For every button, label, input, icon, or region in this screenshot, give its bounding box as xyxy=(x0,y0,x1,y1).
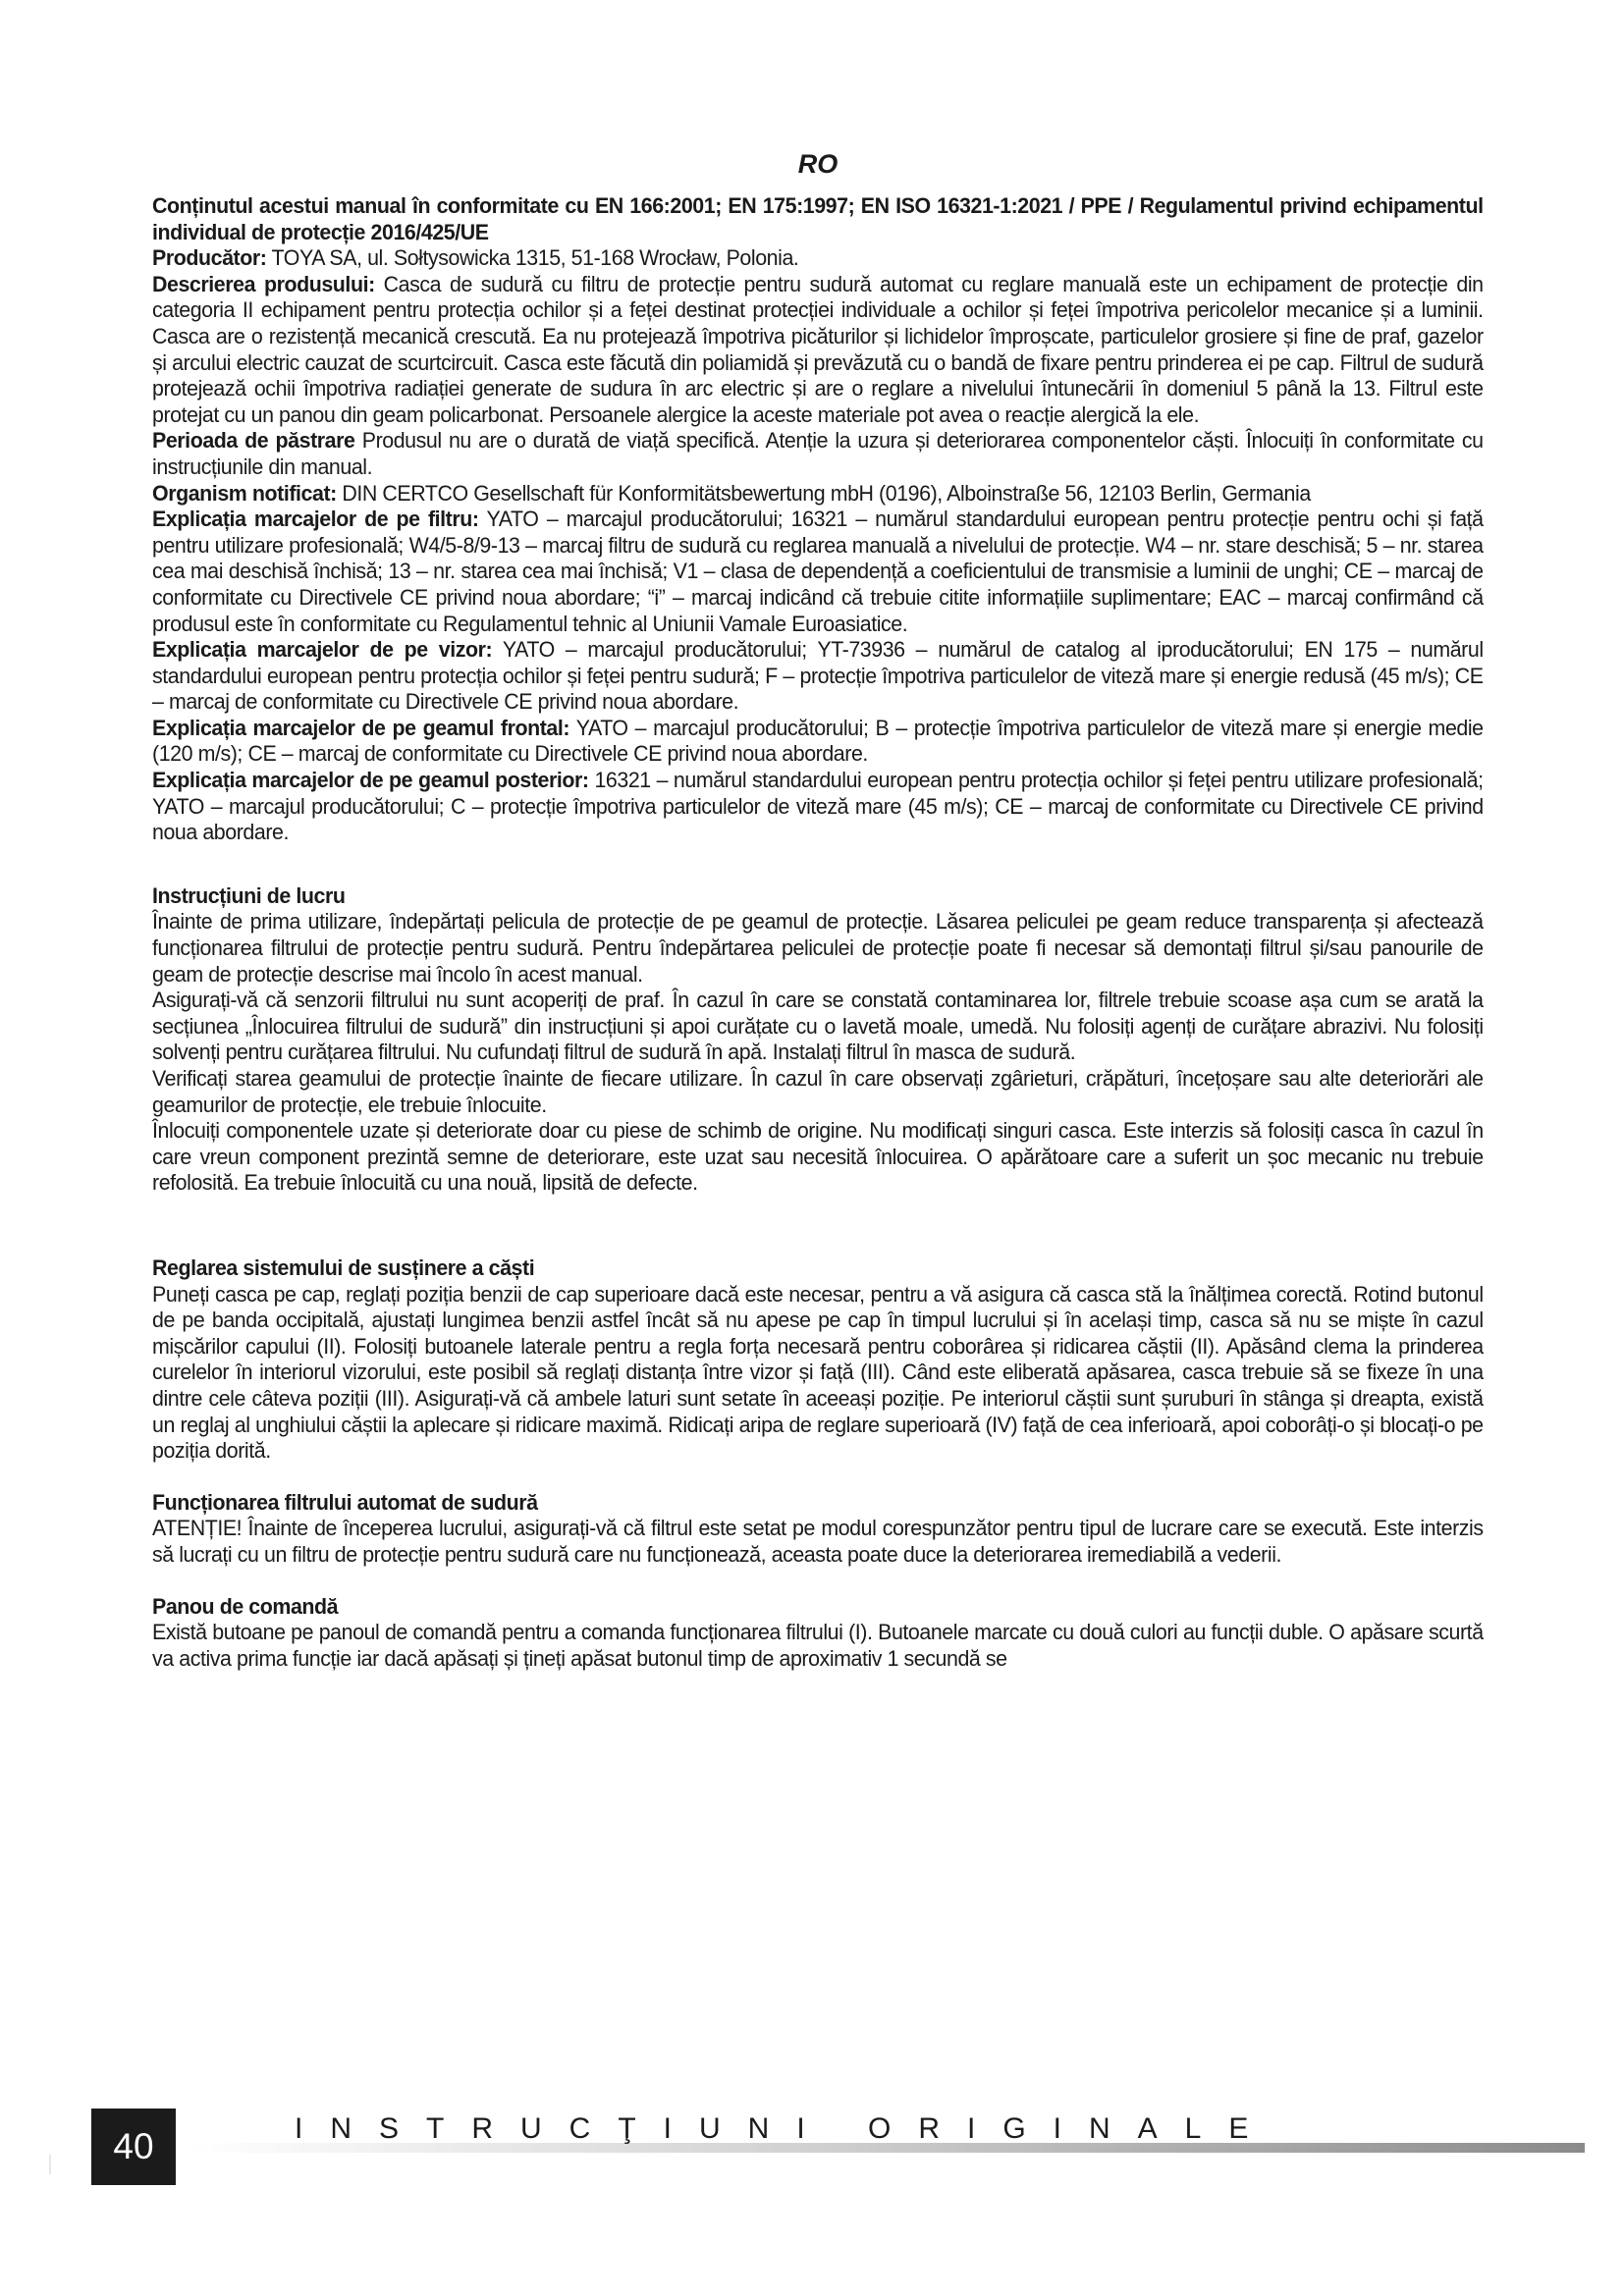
front-glass-markings-text: YATO – marcajul producătorului; B – protecție împotriva particulelor de viteză mare și energie medie (120 m/s); CE – marcaj de conformitate cu Directivele CE privind noua abordare. xyxy=(152,715,1484,767)
work-instructions-heading: Instrucțiuni de lucru xyxy=(152,882,346,908)
notified-body-text: DIN CERTCO Gesellschaft für Konformitätsbewertung mbH (0196), Alboinstraße 56, 12103 Berlin, Germania xyxy=(336,480,1311,506)
filter-markings-label: Explicația marcajelor de pe filtru: xyxy=(152,507,479,532)
work-instructions-p4: Înlocuiți componentele uzate și deteriorate doar cu piese de schimb de origine. Nu modificați singuri casca. Este interzis să folosiți casca în cazul în care vreun component prezintă semne de deteriorare, este uzat sau necesită înlocuirea. O apărătoare care a suferit un șoc mecanic nu trebuie refolosită. Ea trebuie înlocuită cu una nouă, lipsită de defecte. xyxy=(152,1118,1484,1196)
manual-text xyxy=(152,193,1484,1672)
notified-body-label: Organism notificat: xyxy=(152,480,337,506)
producer-label: Producător: xyxy=(152,245,267,271)
work-instructions-p1: Înainte de prima utilizare, îndepărtați pelicula de protecție de pe geamul de protecție. Lăsarea peliculei pe geam reduce transparența și afectează funcționarea filtrului de protecție pentru sudură. Pentru îndepărtarea peliculei de protecție poate fi necesar să demontați filtrul și/sau panourile de geam de protecție descrise mai încolo în acest manual. xyxy=(152,909,1484,987)
visor-markings-text: YATO – marcajul producătorului; YT-73936 – numărul de catalog al iproducătorului; EN 175 – numărul standardului european pentru protecția ochilor și feței pentru sudură; F – protecție împotriva particulelor de viteză mare și energie redusă (45 m/s); CE – marcaj de conformitate cu Directivele CE privind noua abordare. xyxy=(152,637,1484,715)
support-adjustment-heading: Reglarea sistemului de susținere a căști xyxy=(152,1255,535,1280)
storage-label: Perioada de păstrare xyxy=(152,428,355,454)
page-content xyxy=(152,137,1484,1672)
notified-body-paragraph xyxy=(152,481,1484,507)
work-instructions-p2: Asigurați-vă că senzorii filtrului nu sunt acoperiți de praf. În cazul în care se constată contaminarea lor, filtrele trebuie scoase așa cum se arată la secțiunea „Înlocuirea filtrului de sudură” din instrucțiuni și apoi curățate cu o lavetă moale, umedă. Nu folosiți agenți de curățare abrazivi. Nu folosiți solvenți pentru curățarea filtrului. Nu cufundați filtrul de sudură în apă. Instalați filtrul în masca de sudură. xyxy=(152,988,1484,1065)
visor-markings-paragraph xyxy=(152,637,1484,716)
auto-filter-heading: Funcționarea filtrului automat de sudură xyxy=(152,1489,538,1515)
support-adjustment-p1: Puneți casca pe cap, reglați poziția benzii de cap superioare dacă este necesar, pentru a vă asigura că casca stă la înălțimea corectă. Rotind butonul de pe banda occipitală, ajustați lungimea benzii astfel încât să nu apese pe cap în timpul lucrului și în același timp, casca să nu se miște în cazul mișcărilor capului (II). Folosiți butoanele laterale pentru a regla forța necesară pentru coborârea și ridicarea căștii (II). Apăsând clema la prinderea curelelor în interiorul vizorului, este posibil să reglați distanța între vizor și față (III). Când este eliberată apăsarea, casca trebuie să se fixeze în una dintre cele câteva poziții (III). Asigurați-vă că ambele laturi sunt setate în aceeași poziție. Pe interiorul căștii sunt șuruburi în stânga și dreapta, există un reglaj al unghiului căștii la aplecare și ridicare maximă. Ridicați aripa de reglare superioară (IV) față de cea inferioară, apoi coborâți-o și blocați-o pe poziția dorită. xyxy=(152,1281,1484,1464)
control-panel-p1: Există butoane pe panoul de comandă pentru a comanda funcționarea filtrului (I). Butoanele marcate cu două culori au funcții duble. O apăsare scurtă va activa prima funcție iar dacă apăsați și țineți apăsat butonul timp de aproximativ 1 secundă se xyxy=(152,1620,1484,1671)
front-glass-markings-paragraph xyxy=(152,716,1484,768)
producer-paragraph xyxy=(152,245,1484,272)
description-text: Casca de sudură cu filtru de protecție pentru sudură automat cu reglare manuală este un echipament de protecție din categoria II echipament pentru protecția ochilor și a feței destinat protecției individuale a ochilor și feței împotriva pericolelor mecanice și a luminii. Casca are o rezistență mecanică crescută. Ea nu protejează împotriva picăturilor și lichidelor împroșcate, particulelor grosiere și fine de praf, gazelor și arcului electric cauzat de scurtcircuit. Casca este făcută din poliamidă și prevăzută cu o bandă de fixare pentru prinderea ei pe cap. Filtrul de sudură protejează ochii împotriva radiației generate de sudura în arc electric și are o reglare a nivelului întunecării în domeniul 5 până la 13. Filtrul este protejat cu un panou din geam policarbonat. Persoanele alergice la aceste materiale pot avea o reacție alergică la ele. xyxy=(152,271,1484,427)
storage-paragraph xyxy=(152,428,1484,480)
front-glass-markings-label: Explicația marcajelor de pe geamul frontal: xyxy=(152,715,570,740)
description-paragraph xyxy=(152,272,1484,429)
edge-mark xyxy=(49,2155,51,2174)
back-glass-markings-label: Explicația marcajelor de pe geamul posterior: xyxy=(152,768,589,793)
back-glass-markings-paragraph xyxy=(152,768,1484,846)
work-instructions-p3: Verificați starea geamului de protecție înainte de fiecare utilizare. În cazul în care observați zgârieturi, crăpături, încețoșare sau alte deteriorări ale geamurilor de protecție, ele trebuie înlocuite. xyxy=(152,1066,1484,1117)
back-glass-markings-text: 16321 – numărul standardului european pentru protecția ochilor și feței pentru utilizare profesională; YATO – marcajul producătorului; C – protecție împotriva particulelor de viteză mare (45 m/s); CE – marcaj de conformitate cu Directivele CE privind noua abordare. xyxy=(152,768,1484,845)
language-code: RO xyxy=(797,149,839,179)
description-label: Descrierea produsului: xyxy=(152,271,375,296)
visor-markings-label: Explicația marcajelor de pe vizor: xyxy=(152,637,493,663)
auto-filter-p1: ATENȚIE! Înainte de începerea lucrului, asigurați-vă că filtrul este setat pe modul corespunzător pentru tipul de lucrare care se execută. Este interzis să lucrați cu un filtru de protecție pentru sudură care nu funcționează, aceasta poate duce la deteriorarea iremediabilă a vederii. xyxy=(152,1516,1484,1567)
page-number: 40 xyxy=(91,2109,176,2185)
filter-markings-paragraph xyxy=(152,507,1484,637)
control-panel-heading: Panou de comandă xyxy=(152,1593,339,1619)
filter-markings-text: YATO – marcajul producătorului; 16321 – numărul standardului european pentru protecție pentru ochi și față pentru utilizare profesională; W4/5-8/9-13 – marcaj filtru de sudură cu reglarea manuală a nivelului de protecție. W4 – nr. stare deschisă; 5 – nr. starea cea mai deschisă închisă; 13 – nr. starea cea mai închisă; V1 – clasa de dependență a coeficientului de transmisie a luminii de unghi; CE – marcaj de conformitate cu Directivele CE privind noua abordare; “i” – marcaj indicând că trebuie citite informațiile suplimentare; EAC – marcaj confirmând că produsul este în conformitate cu Regulamentul tehnic al Uniunii Vamale Euroasiatice. xyxy=(152,507,1484,636)
manual-title: Conținutul acestui manual în conformitate cu EN 166:2001; EN 175:1997; EN ISO 16321-1:2021 / PPE / Regulamentul privind echipamentul individual de protecție 2016/425/UE xyxy=(152,193,1484,244)
producer-text: TOYA SA, ul. Sołtysowicka 1315, 51-168 Wrocław, Polonia. xyxy=(266,245,799,271)
footer-label: INSTRUCŢIUNI ORIGINALE xyxy=(295,2112,1276,2145)
storage-text: Produsul nu are o durată de viață specifică. Atenție la uzura și deteriorarea componentelor căști. Înlocuiți în conformitate cu instrucțiunile din manual. xyxy=(152,428,1484,479)
